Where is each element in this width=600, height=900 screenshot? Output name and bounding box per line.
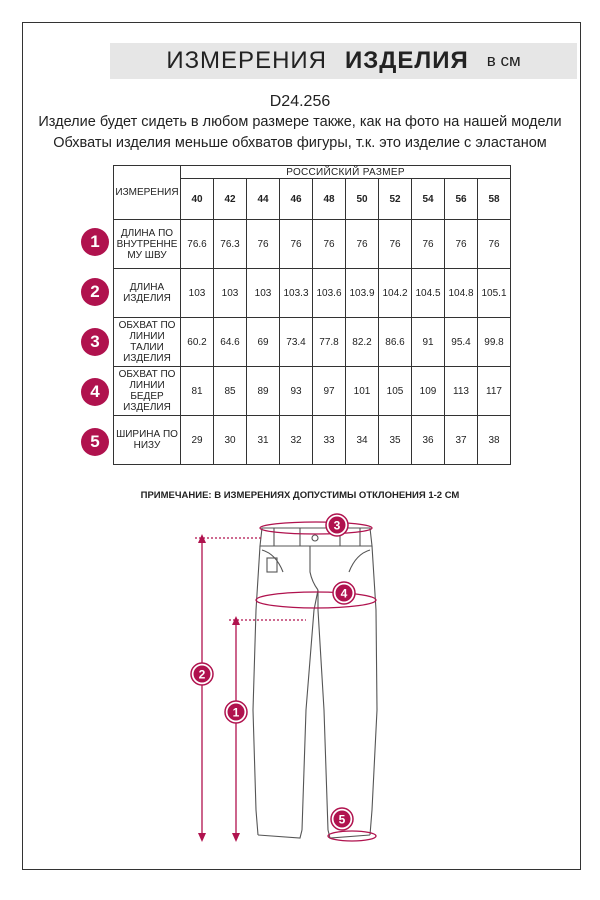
measurement-value: 113 bbox=[445, 367, 478, 416]
measurement-value: 69 bbox=[247, 318, 280, 367]
marker-1 bbox=[225, 701, 247, 723]
size-header-40: 40 bbox=[181, 179, 214, 220]
measurement-value: 104.8 bbox=[445, 269, 478, 318]
measurement-value: 76 bbox=[346, 220, 379, 269]
elastane-note: Обхваты изделия меньше обхватов фигуры, т.к. это изделие с эластаном bbox=[53, 135, 547, 151]
measurement-value: 82.2 bbox=[346, 318, 379, 367]
measurement-value: 33 bbox=[313, 416, 346, 465]
measurement-value: 103 bbox=[247, 269, 280, 318]
measurement-value: 93 bbox=[280, 367, 313, 416]
russian-size-header: РОССИЙСКИЙ РАЗМЕР bbox=[181, 166, 511, 179]
marker-5 bbox=[331, 808, 353, 830]
measurement-label-line: ВНУТРЕННЕ bbox=[116, 238, 178, 250]
measurement-label-line: ДЛИНА ПО bbox=[120, 227, 174, 239]
measurement-value: 86.6 bbox=[379, 318, 412, 367]
measurement-number-badge: 1 bbox=[81, 228, 109, 256]
size-header-54: 54 bbox=[412, 179, 445, 220]
measurement-value: 105.1 bbox=[478, 269, 511, 318]
title-measurements: ИЗМЕРЕНИЯ bbox=[166, 47, 327, 74]
measurement-value: 97 bbox=[313, 367, 346, 416]
measurement-value: 109 bbox=[412, 367, 445, 416]
marker-3 bbox=[326, 514, 348, 536]
measurement-value: 37 bbox=[445, 416, 478, 465]
measurement-value: 73.4 bbox=[280, 318, 313, 367]
title-bar bbox=[110, 43, 577, 79]
measurement-value: 76 bbox=[313, 220, 346, 269]
measurement-value: 104.2 bbox=[379, 269, 412, 318]
size-header-42: 42 bbox=[214, 179, 247, 220]
size-header-52: 52 bbox=[379, 179, 412, 220]
measurement-label-line: ЛИНИИ bbox=[129, 331, 165, 342]
measurement-value: 34 bbox=[346, 416, 379, 465]
measurement-row bbox=[114, 269, 511, 318]
measurement-value: 103.3 bbox=[280, 269, 313, 318]
measurement-value: 103.9 bbox=[346, 269, 379, 318]
fit-note: Изделие будет сидеть в любом размере также, как на фото на нашей модели bbox=[38, 114, 562, 130]
size-header-56: 56 bbox=[445, 179, 478, 220]
measurement-number-badge: 5 bbox=[81, 428, 109, 456]
measurement-value: 77.8 bbox=[313, 318, 346, 367]
size-header-58: 58 bbox=[478, 179, 511, 220]
measurement-value: 76 bbox=[478, 220, 511, 269]
measurement-label bbox=[114, 220, 181, 269]
measurement-value: 85 bbox=[214, 367, 247, 416]
measurement-number-badge: 4 bbox=[81, 378, 109, 406]
measurement-value: 76.6 bbox=[181, 220, 214, 269]
measurement-value: 95.4 bbox=[445, 318, 478, 367]
measurement-label-line: ОБХВАТ ПО bbox=[118, 320, 176, 331]
size-table bbox=[113, 165, 511, 465]
measurement-value: 104.5 bbox=[412, 269, 445, 318]
tolerance-note: ПРИМЕЧАНИЕ: В ИЗМЕРЕНИЯХ ДОПУСТИМЫ ОТКЛОНЕНИЯ 1-2 СМ bbox=[140, 490, 460, 501]
measurement-value: 32 bbox=[280, 416, 313, 465]
svg-text:5: 5 bbox=[338, 812, 346, 827]
measurement-value: 89 bbox=[247, 367, 280, 416]
measurement-label-line: БЕДЕР bbox=[130, 391, 164, 402]
measurement-row bbox=[114, 416, 511, 465]
measurement-number-badge: 3 bbox=[81, 328, 109, 356]
measurement-label-line: НИЗУ bbox=[133, 440, 161, 451]
title-product: ИЗДЕЛИЯ bbox=[345, 47, 469, 74]
svg-text:2: 2 bbox=[198, 667, 206, 682]
measurement-value: 38 bbox=[478, 416, 511, 465]
measurement-value: 35 bbox=[379, 416, 412, 465]
measurement-value: 76 bbox=[247, 220, 280, 269]
size-header-46: 46 bbox=[280, 179, 313, 220]
title-unit: в см bbox=[486, 51, 521, 70]
measurement-value: 31 bbox=[247, 416, 280, 465]
measurement-value: 81 bbox=[181, 367, 214, 416]
measurement-value: 103 bbox=[181, 269, 214, 318]
marker-2 bbox=[191, 663, 213, 685]
pants-diagram bbox=[0, 510, 600, 870]
size-header-50: 50 bbox=[346, 179, 379, 220]
measurement-value: 60.2 bbox=[181, 318, 214, 367]
size-header-44: 44 bbox=[247, 179, 280, 220]
measurement-row bbox=[114, 220, 511, 269]
measurement-number-badge: 2 bbox=[81, 278, 109, 306]
measurement-label bbox=[114, 367, 181, 416]
measurement-value: 30 bbox=[214, 416, 247, 465]
measurement-value: 101 bbox=[346, 367, 379, 416]
measurement-label-line: ОБХВАТ ПО bbox=[118, 369, 176, 380]
measurement-row bbox=[114, 367, 511, 416]
measurement-value: 76 bbox=[445, 220, 478, 269]
measurement-value: 117 bbox=[478, 367, 511, 416]
svg-text:4: 4 bbox=[340, 586, 348, 601]
svg-text:3: 3 bbox=[333, 518, 341, 533]
measurement-label bbox=[114, 416, 181, 465]
marker-4 bbox=[333, 582, 355, 604]
size-header-48: 48 bbox=[313, 179, 346, 220]
measurement-value: 76 bbox=[379, 220, 412, 269]
measurement-label bbox=[114, 269, 181, 318]
measurement-value: 103.6 bbox=[313, 269, 346, 318]
measurement-label bbox=[114, 318, 181, 367]
measurement-row bbox=[114, 318, 511, 367]
measurement-label-line: ДЛИНА bbox=[129, 282, 165, 293]
article-code: D24.256 bbox=[269, 93, 331, 110]
pants-outline bbox=[253, 528, 377, 838]
measurement-label-line: ШИРИНА ПО bbox=[116, 429, 178, 440]
measurement-value: 64.6 bbox=[214, 318, 247, 367]
measurement-value: 103 bbox=[214, 269, 247, 318]
measurement-value: 29 bbox=[181, 416, 214, 465]
measurement-label-line: ТАЛИИ bbox=[130, 342, 164, 353]
svg-text:1: 1 bbox=[232, 705, 240, 720]
measurement-label-line: ЛИНИИ bbox=[129, 380, 165, 391]
measurement-value: 91 bbox=[412, 318, 445, 367]
measurements-header: ИЗМЕРЕНИЯ bbox=[114, 166, 181, 220]
arrow-heads bbox=[198, 534, 240, 842]
measurement-label-line: ИЗДЕЛИЯ bbox=[123, 353, 171, 364]
measurement-label-line: ИЗДЕЛИЯ bbox=[123, 402, 171, 413]
measurement-label-line: ИЗДЕЛИЯ bbox=[123, 293, 171, 304]
measurement-value: 99.8 bbox=[478, 318, 511, 367]
measurement-lines bbox=[195, 522, 376, 841]
measurement-label-line: МУ ШВУ bbox=[127, 249, 167, 261]
measurement-value: 36 bbox=[412, 416, 445, 465]
measurement-value: 105 bbox=[379, 367, 412, 416]
measurement-value: 76 bbox=[412, 220, 445, 269]
measurement-value: 76 bbox=[280, 220, 313, 269]
measurement-value: 76.3 bbox=[214, 220, 247, 269]
